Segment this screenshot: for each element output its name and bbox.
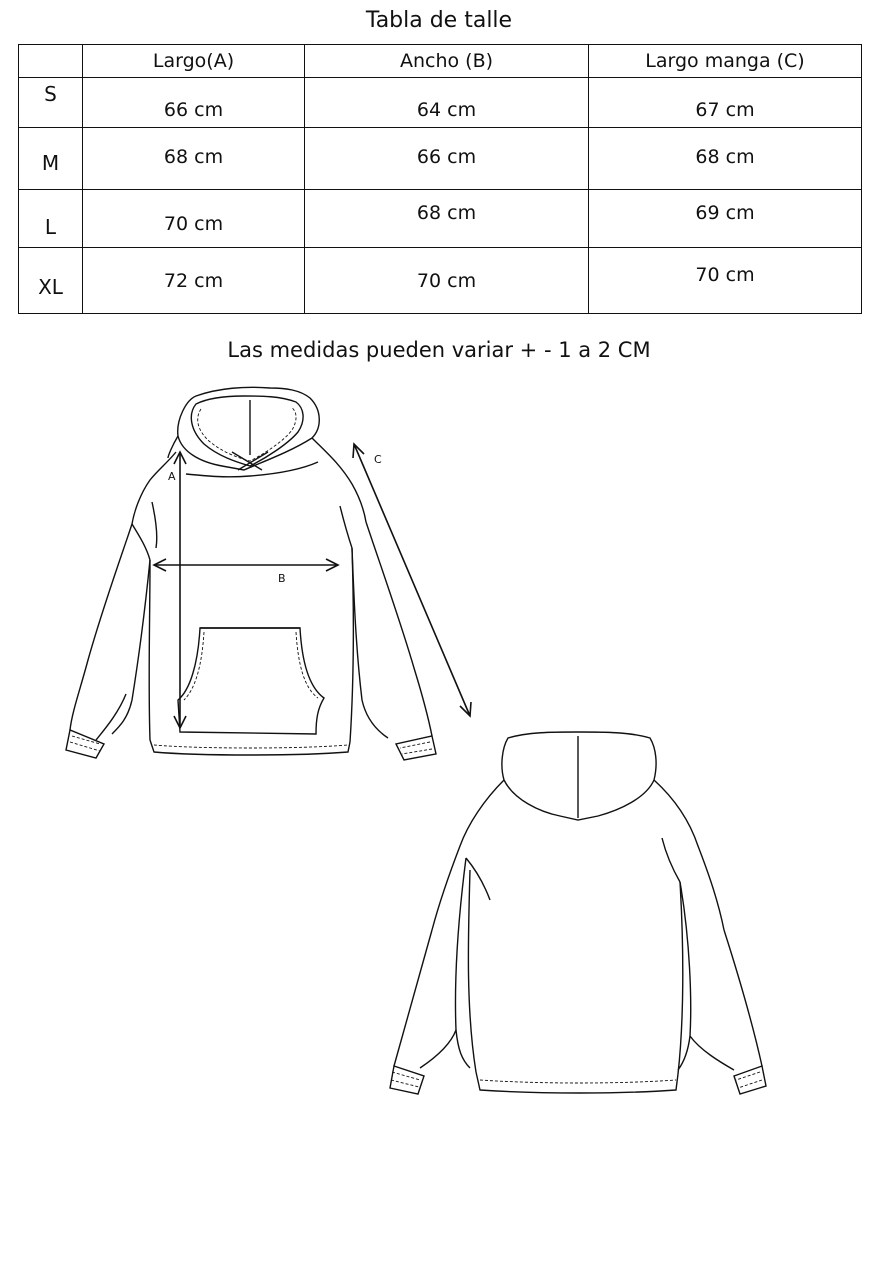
table-cell: 66 cm (305, 128, 589, 190)
table-cell: 69 cm (589, 190, 862, 248)
table-cell: 70 cm (305, 248, 589, 314)
table-cell: 66 cm (83, 78, 305, 128)
size-label: S (19, 78, 83, 128)
measurement-note: Las medidas pueden variar + - 1 a 2 CM (227, 338, 651, 362)
table-cell: 70 cm (83, 190, 305, 248)
page-title: Tabla de talle (365, 8, 513, 33)
table-cell: 72 cm (83, 248, 305, 314)
arrow-c (354, 444, 470, 716)
hoodie-back-illustration (390, 732, 766, 1094)
header-ancho: Ancho (B) (305, 45, 589, 78)
table-cell: 68 cm (305, 190, 589, 248)
table-row (19, 128, 862, 190)
table-header-row (19, 45, 862, 78)
header-largo-manga: Largo manga (C) (589, 45, 862, 78)
table-row (19, 190, 862, 248)
table-cell: 68 cm (589, 128, 862, 190)
table-row (19, 78, 862, 128)
size-label: L (19, 190, 83, 248)
table-row (19, 248, 862, 314)
size-label: M (19, 128, 83, 190)
table-cell: 68 cm (83, 128, 305, 190)
table-corner-cell (19, 45, 83, 78)
label-c: C (374, 453, 382, 466)
size-label: XL (19, 248, 83, 314)
header-largo: Largo(A) (83, 45, 305, 78)
label-a: A (168, 470, 176, 483)
table-cell: 64 cm (305, 78, 589, 128)
table-cell: 70 cm (589, 248, 862, 314)
size-chart-table (18, 44, 862, 314)
table-cell: 67 cm (589, 78, 862, 128)
label-b: B (278, 572, 286, 585)
hoodie-front-illustration (66, 387, 436, 760)
hoodie-diagram (0, 360, 878, 1120)
